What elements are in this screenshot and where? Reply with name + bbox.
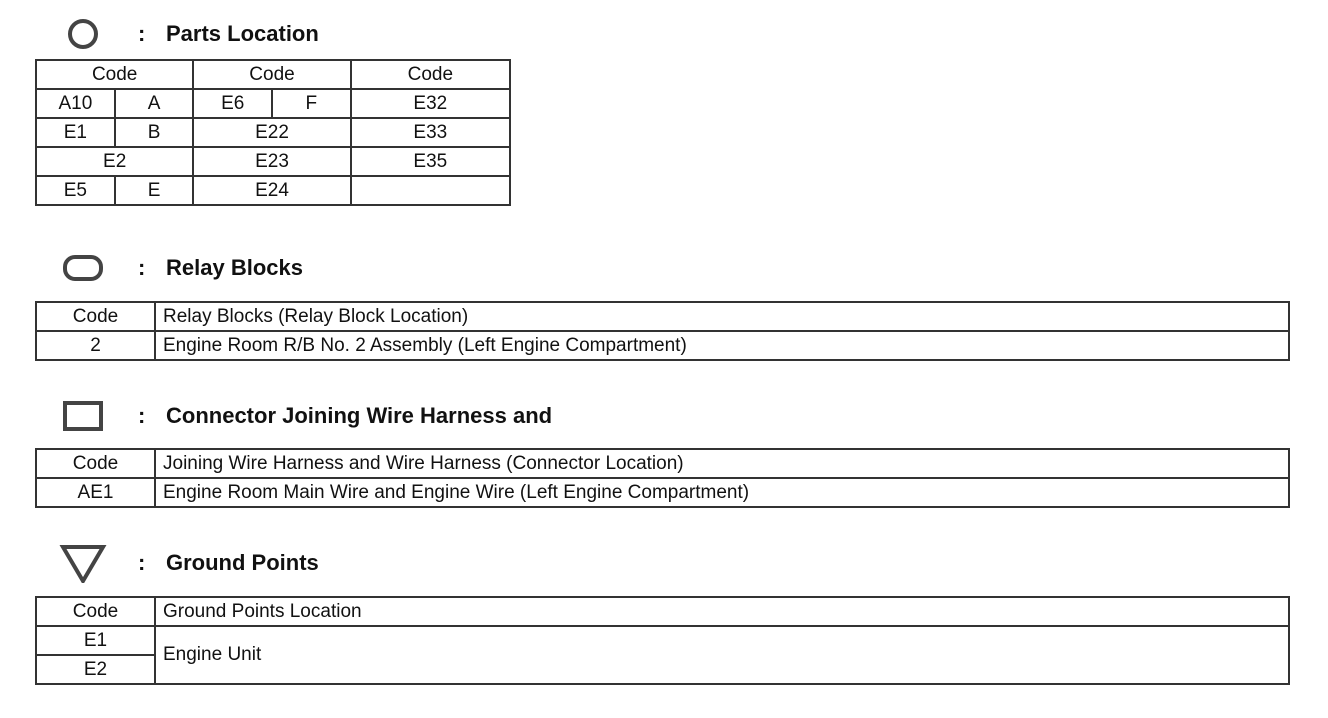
- parts-location-title: Parts Location: [166, 21, 319, 46]
- triangle-down-icon: [58, 546, 108, 580]
- location-cell: Engine Unit: [155, 626, 1289, 684]
- code-cell: [351, 176, 510, 205]
- location-cell: Engine Room Main Wire and Engine Wire (Left Engine Compartment): [155, 478, 1289, 507]
- code-cell: E2: [36, 655, 155, 684]
- code-cell: E33: [351, 118, 510, 147]
- code-cell: E22: [193, 118, 350, 147]
- connector-heading: [58, 396, 553, 436]
- parts-location-table: [35, 59, 511, 206]
- code-header: Code: [36, 597, 155, 626]
- relay-blocks-title: Relay Blocks: [166, 255, 303, 280]
- code-cell: B: [115, 118, 194, 147]
- code-header: Code: [351, 60, 510, 89]
- ground-points-title: Ground Points: [166, 550, 319, 575]
- code-header: Code: [36, 302, 155, 331]
- code-cell: E5: [36, 176, 115, 205]
- location-header: Joining Wire Harness and Wire Harness (Connector Location): [155, 449, 1289, 478]
- ground-points-heading: [58, 543, 319, 583]
- circle-icon: [58, 17, 108, 51]
- code-cell: F: [272, 89, 351, 118]
- code-cell: E6: [193, 89, 272, 118]
- parts-colon: :: [138, 21, 146, 46]
- relay-colon: :: [138, 255, 146, 280]
- code-cell: 2: [36, 331, 155, 360]
- code-cell: A: [115, 89, 194, 118]
- connector-colon: :: [138, 403, 146, 428]
- code-header: Code: [36, 449, 155, 478]
- location-cell: Engine Room R/B No. 2 Assembly (Left Engine Compartment): [155, 331, 1289, 360]
- rounded-rectangle-icon: [58, 251, 108, 285]
- connector-title: Connector Joining Wire Harness and: [166, 403, 553, 428]
- connector-table: [35, 448, 1290, 508]
- code-cell: E24: [193, 176, 350, 205]
- code-cell: E1: [36, 626, 155, 655]
- code-cell: E32: [351, 89, 510, 118]
- code-header: Code: [36, 60, 193, 89]
- code-cell: E23: [193, 147, 350, 176]
- code-cell: E1: [36, 118, 115, 147]
- location-header: Ground Points Location: [155, 597, 1289, 626]
- code-cell: AE1: [36, 478, 155, 507]
- ground-colon: :: [138, 550, 146, 575]
- relay-blocks-heading: [58, 248, 303, 288]
- ground-points-table: [35, 596, 1290, 685]
- code-cell: E35: [351, 147, 510, 176]
- location-header: Relay Blocks (Relay Block Location): [155, 302, 1289, 331]
- code-header: Code: [193, 60, 350, 89]
- square-icon: [58, 399, 108, 433]
- parts-location-heading: [58, 14, 319, 54]
- code-cell: E2: [36, 147, 193, 176]
- code-cell: E: [115, 176, 194, 205]
- code-cell: A10: [36, 89, 115, 118]
- relay-blocks-table: [35, 301, 1290, 361]
